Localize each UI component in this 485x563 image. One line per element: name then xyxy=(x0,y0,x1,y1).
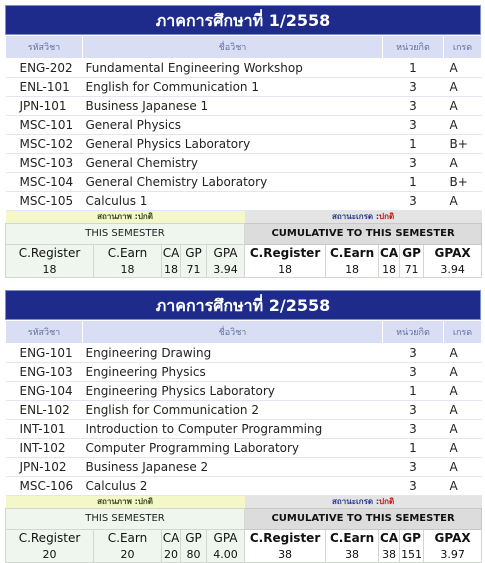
course-row xyxy=(6,59,482,78)
cum-gp-label: GP xyxy=(400,530,424,548)
course-name: Business Japanese 1 xyxy=(83,97,383,116)
c-earn-label: C.Earn xyxy=(94,530,162,548)
gp-value: 71 xyxy=(181,262,207,278)
course-credit: 1 xyxy=(383,135,444,154)
ca-label: CA xyxy=(162,531,180,545)
semester-block xyxy=(5,5,481,278)
course-name: Introduction to Computer Programming xyxy=(83,420,383,439)
course-grade: B+ xyxy=(444,135,482,154)
course-grade: A xyxy=(444,192,482,211)
stats-subheader-row xyxy=(6,509,482,530)
course-grade: B+ xyxy=(444,173,482,192)
course-grade: A xyxy=(444,59,482,78)
course-row xyxy=(6,192,482,211)
gpa-value: 3.94 xyxy=(207,262,245,278)
course-name: Fundamental Engineering Workshop xyxy=(83,59,383,78)
course-credit: 1 xyxy=(383,439,444,458)
cumulative-header: CUMULATIVE TO THIS SEMESTER xyxy=(245,224,482,245)
gpax-label: GPAX xyxy=(424,245,482,263)
course-code: MSC-103 xyxy=(6,154,83,173)
gpa-label: GPA xyxy=(207,245,245,263)
gpa-label: GPA xyxy=(207,530,245,548)
course-name: General Chemistry xyxy=(83,154,383,173)
grade-status-cell xyxy=(245,211,482,224)
cum-ca-label: CA xyxy=(380,531,399,545)
course-row xyxy=(6,116,482,135)
course-credit: 3 xyxy=(383,401,444,420)
course-credit: 3 xyxy=(383,192,444,211)
status-label: สถานภาพ : xyxy=(97,497,138,506)
course-name: General Chemistry Laboratory xyxy=(83,173,383,192)
ca-value: 18 xyxy=(162,262,181,278)
course-grade: A xyxy=(444,458,482,477)
course-code: ENG-101 xyxy=(6,344,83,363)
course-code: ENL-102 xyxy=(6,401,83,420)
status-label: สถานภาพ : xyxy=(97,212,138,221)
cum-c-register-label: C.Register xyxy=(245,245,326,263)
semester-title: ภาคการศึกษาที่ 1/2558 xyxy=(5,5,481,35)
grade-status-cell xyxy=(245,496,482,509)
course-row xyxy=(6,344,482,363)
grade-status-label: สถานะเกรด : xyxy=(332,497,380,506)
course-credit: 3 xyxy=(383,116,444,135)
col-credit-header: หน่วยกิต xyxy=(383,36,444,59)
gpa-value: 4.00 xyxy=(207,547,245,563)
course-name: Computer Programming Laboratory xyxy=(83,439,383,458)
course-name: Engineering Physics xyxy=(83,363,383,382)
course-name: Calculus 2 xyxy=(83,477,383,496)
course-name: English for Communication 2 xyxy=(83,401,383,420)
gp-label: GP xyxy=(181,530,207,548)
c-earn-value: 20 xyxy=(94,547,162,563)
col-credit-header: หน่วยกิต xyxy=(383,321,444,344)
cum-ca-value: 18 xyxy=(379,262,400,278)
col-name-header: ชื่อวิชา xyxy=(83,321,383,344)
course-row xyxy=(6,458,482,477)
course-row xyxy=(6,154,482,173)
col-name-header: ชื่อวิชา xyxy=(83,36,383,59)
course-row xyxy=(6,382,482,401)
course-grade: A xyxy=(444,420,482,439)
course-grade: A xyxy=(444,382,482,401)
course-row xyxy=(6,420,482,439)
cumulative-header: CUMULATIVE TO THIS SEMESTER xyxy=(245,509,482,530)
course-credit: 1 xyxy=(383,173,444,192)
course-table-header xyxy=(6,321,482,344)
stats-label-row xyxy=(6,245,482,263)
course-code: INT-102 xyxy=(6,439,83,458)
course-code: JPN-102 xyxy=(6,458,83,477)
course-credit: 1 xyxy=(383,59,444,78)
course-row xyxy=(6,401,482,420)
course-grade: A xyxy=(444,477,482,496)
stats-subheader-row xyxy=(6,224,482,245)
course-credit: 3 xyxy=(383,78,444,97)
course-grade: A xyxy=(444,154,482,173)
semester-title: ภาคการศึกษาที่ 2/2558 xyxy=(5,290,481,320)
course-row xyxy=(6,363,482,382)
course-row xyxy=(6,439,482,458)
course-grade: A xyxy=(444,363,482,382)
course-credit: 1 xyxy=(383,382,444,401)
gp-label: GP xyxy=(181,245,207,263)
course-code: MSC-102 xyxy=(6,135,83,154)
cum-c-register-label: C.Register xyxy=(245,530,326,548)
course-code: ENL-101 xyxy=(6,78,83,97)
grade-status-label: สถานะเกรด : xyxy=(332,212,380,221)
course-code: ENG-103 xyxy=(6,363,83,382)
cum-gp-label: GP xyxy=(400,245,424,263)
stats-value-row xyxy=(6,262,482,278)
status-cell xyxy=(6,496,245,509)
course-grade: A xyxy=(444,97,482,116)
cum-c-register-value: 18 xyxy=(245,262,326,278)
c-earn-value: 18 xyxy=(94,262,162,278)
c-earn-label: C.Earn xyxy=(94,245,162,263)
ca-value: 20 xyxy=(162,547,181,563)
cum-gp-value: 151 xyxy=(401,548,423,561)
grade-status-value: ปกติ xyxy=(379,212,395,221)
course-code: ENG-104 xyxy=(6,382,83,401)
course-credit: 3 xyxy=(383,97,444,116)
c-register-value: 18 xyxy=(6,262,94,278)
ca-label: CA xyxy=(162,246,180,260)
course-code: JPN-101 xyxy=(6,97,83,116)
course-grade: A xyxy=(444,344,482,363)
cum-ca-value: 38 xyxy=(379,547,400,563)
cum-c-earn-label: C.Earn xyxy=(326,245,379,263)
course-credit: 3 xyxy=(383,420,444,439)
course-table xyxy=(5,35,482,211)
course-code: INT-101 xyxy=(6,420,83,439)
course-credit: 3 xyxy=(383,154,444,173)
stats-table xyxy=(5,496,482,563)
course-row xyxy=(6,78,482,97)
course-grade: A xyxy=(444,439,482,458)
gpax-label: GPAX xyxy=(424,530,482,548)
course-credit: 3 xyxy=(383,363,444,382)
cum-c-earn-value: 18 xyxy=(326,262,379,278)
stats-status-row xyxy=(6,496,482,509)
col-grade-header: เกรด xyxy=(444,321,482,344)
stats-table xyxy=(5,211,482,278)
course-name: English for Communication 1 xyxy=(83,78,383,97)
course-credit: 3 xyxy=(383,458,444,477)
course-row xyxy=(6,97,482,116)
gp-value: 80 xyxy=(181,547,207,563)
course-table-header xyxy=(6,36,482,59)
cum-ca-label: CA xyxy=(380,246,399,260)
c-register-label: C.Register xyxy=(6,245,94,263)
course-table xyxy=(5,320,482,496)
course-code: MSC-101 xyxy=(6,116,83,135)
course-row xyxy=(6,477,482,496)
cum-c-earn-label: C.Earn xyxy=(326,530,379,548)
gpax-value: 3.97 xyxy=(424,547,482,563)
this-semester-header: THIS SEMESTER xyxy=(6,224,245,245)
cum-gp-value: 71 xyxy=(400,262,424,278)
status-value: ปกติ xyxy=(137,212,153,221)
this-semester-header: THIS SEMESTER xyxy=(6,509,245,530)
stats-label-row xyxy=(6,530,482,548)
course-credit: 3 xyxy=(383,344,444,363)
course-code: ENG-202 xyxy=(6,59,83,78)
col-grade-header: เกรด xyxy=(444,36,482,59)
cum-c-earn-value: 38 xyxy=(326,547,379,563)
c-register-value: 20 xyxy=(6,547,94,563)
status-value: ปกติ xyxy=(137,497,153,506)
course-code: MSC-106 xyxy=(6,477,83,496)
semester-block xyxy=(5,290,481,563)
course-code: MSC-104 xyxy=(6,173,83,192)
course-name: General Physics xyxy=(83,116,383,135)
course-grade: A xyxy=(444,116,482,135)
c-register-label: C.Register xyxy=(6,530,94,548)
course-code: MSC-105 xyxy=(6,192,83,211)
course-row xyxy=(6,173,482,192)
stats-status-row xyxy=(6,211,482,224)
stats-value-row xyxy=(6,547,482,563)
cum-c-register-value: 38 xyxy=(245,547,326,563)
gpax-value: 3.94 xyxy=(424,262,482,278)
course-name: Calculus 1 xyxy=(83,192,383,211)
grade-status-value: ปกติ xyxy=(379,497,395,506)
course-name: Business Japanese 2 xyxy=(83,458,383,477)
col-code-header: รหัสวิชา xyxy=(6,321,83,344)
status-cell xyxy=(6,211,245,224)
course-name: Engineering Drawing xyxy=(83,344,383,363)
course-name: General Physics Laboratory xyxy=(83,135,383,154)
col-code-header: รหัสวิชา xyxy=(6,36,83,59)
course-credit: 3 xyxy=(383,477,444,496)
course-grade: A xyxy=(444,78,482,97)
course-name: Engineering Physics Laboratory xyxy=(83,382,383,401)
course-row xyxy=(6,135,482,154)
course-grade: A xyxy=(444,401,482,420)
